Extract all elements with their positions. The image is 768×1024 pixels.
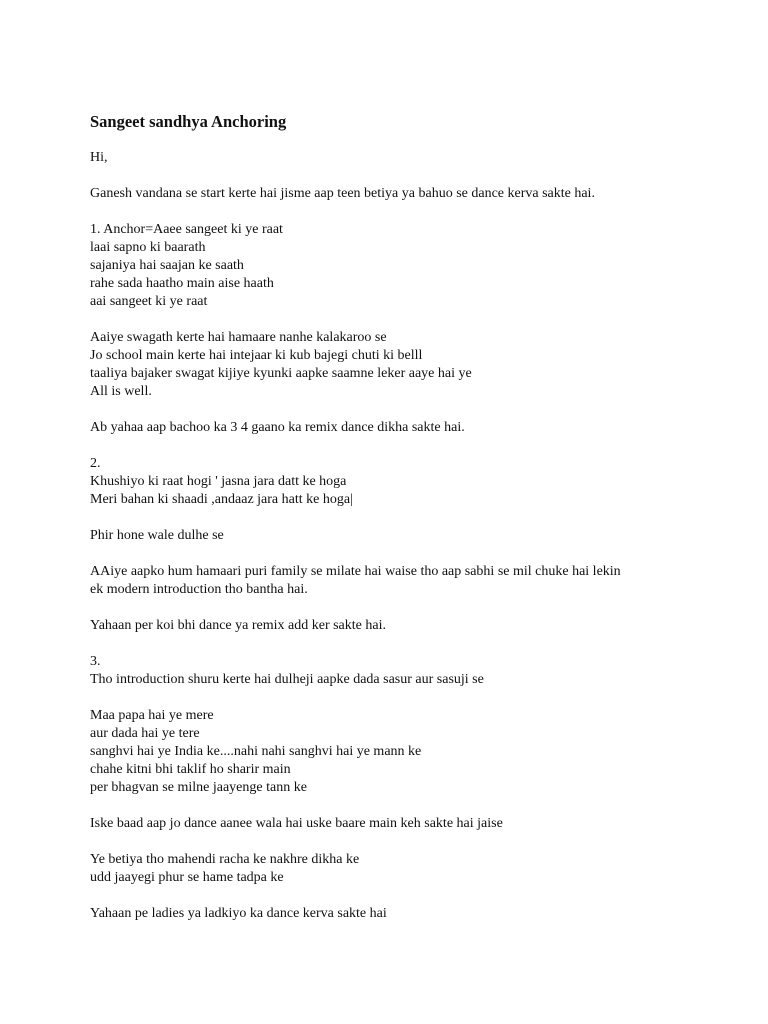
paragraph <box>90 185 730 203</box>
paragraph <box>90 221 730 311</box>
text-line: All is well. <box>90 384 152 399</box>
text-line: chahe kitni bhi taklif ho sharir main <box>90 762 291 777</box>
paragraph <box>90 527 730 545</box>
text-line: AAiye aapko hum hamaari puri family se milate hai waise tho aap sabhi se mil chuke hai lekin <box>90 564 621 579</box>
text-line: 3. <box>90 654 101 669</box>
document-page <box>90 112 730 941</box>
paragraph <box>90 653 730 689</box>
text-line: aai sangeet ki ye raat <box>90 294 208 309</box>
paragraph <box>90 329 730 401</box>
paragraph <box>90 455 730 509</box>
text-line: Ye betiya tho mahendi racha ke nakhre dikha ke <box>90 852 360 867</box>
text-line: rahe sada haatho main aise haath <box>90 276 274 291</box>
text-line: ek modern introduction tho bantha hai. <box>90 582 308 597</box>
paragraph <box>90 815 730 833</box>
text-line: 1. Anchor=Aaee sangeet ki ye raat <box>90 222 283 237</box>
paragraph <box>90 149 730 167</box>
text-line: Tho introduction shuru kerte hai dulheji aapke dada sasur aur sasuji se <box>90 672 484 687</box>
text-line: taaliya bajaker swagat kijiye kyunki aapke saamne leker aaye hai ye <box>90 366 472 381</box>
text-line: udd jaayegi phur se hame tadpa ke <box>90 870 284 885</box>
text-line: Maa papa hai ye mere <box>90 708 214 723</box>
paragraph <box>90 617 730 635</box>
text-line: Yahaan per koi bhi dance ya remix add ker sakte hai. <box>90 618 386 633</box>
text-line: Iske baad aap jo dance aanee wala hai uske baare main keh sakte hai jaise <box>90 816 503 831</box>
paragraph <box>90 563 730 599</box>
text-line: Ganesh vandana se start kerte hai jisme aap teen betiya ya bahuo se dance kerva sakte hai. <box>90 186 595 201</box>
text-line: 2. <box>90 456 101 471</box>
paragraph <box>90 851 730 887</box>
text-line: sanghvi hai ye India ke....nahi nahi sanghvi hai ye mann ke <box>90 744 422 759</box>
text-line: Jo school main kerte hai intejaar ki kub bajegi chuti ki belll <box>90 348 423 363</box>
text-line: Aaiye swagath kerte hai hamaare nanhe kalakaroo se <box>90 330 387 345</box>
paragraph <box>90 707 730 797</box>
text-line: sajaniya hai saajan ke saath <box>90 258 244 273</box>
document-body <box>90 149 730 923</box>
text-line: Khushiyo ki raat hogi ' jasna jara datt ke hoga <box>90 474 347 489</box>
text-line: Phir hone wale dulhe se <box>90 528 224 543</box>
text-line: laai sapno ki baarath <box>90 240 206 255</box>
text-line: Hi, <box>90 150 108 165</box>
paragraph <box>90 905 730 923</box>
text-line: per bhagvan se milne jaayenge tann ke <box>90 780 307 795</box>
text-line: Yahaan pe ladies ya ladkiyo ka dance kerva sakte hai <box>90 906 387 921</box>
document-title: Sangeet sandhya Anchoring <box>90 112 287 131</box>
paragraph <box>90 419 730 437</box>
text-line: aur dada hai ye tere <box>90 726 200 741</box>
text-line: Ab yahaa aap bachoo ka 3 4 gaano ka remix dance dikha sakte hai. <box>90 420 465 435</box>
text-line: Meri bahan ki shaadi ,andaaz jara hatt ke hoga| <box>90 492 353 507</box>
